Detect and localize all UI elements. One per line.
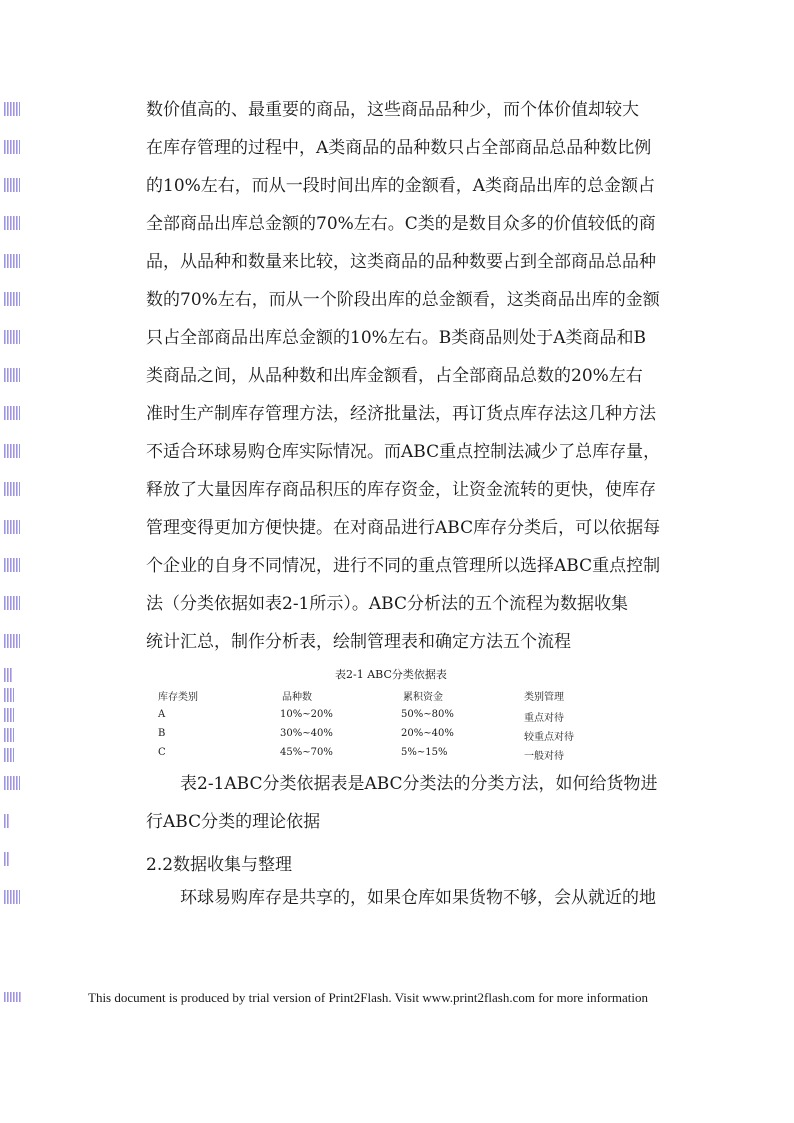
- body-line: 表2-1ABC分类依据表是ABC分类法的分类方法，如何给货物进: [180, 774, 658, 794]
- table-cell: 重点对待: [524, 713, 564, 724]
- margin-mark: [4, 178, 20, 192]
- margin-mark: [4, 140, 20, 154]
- table-cell: B: [158, 728, 166, 739]
- body-line: 全部商品出库总金额的70%左右。C类的是数目众多的价值较低的商: [146, 214, 656, 234]
- margin-mark: [4, 216, 20, 230]
- margin-mark: [4, 668, 12, 682]
- margin-mark: [4, 330, 20, 344]
- table-cell: 20%~40%: [401, 728, 454, 739]
- body-line: 准时生产制库存管理方法，经济批量法，再订货点库存法这几种方法: [146, 404, 656, 424]
- body-line: 法（分类依据如表2-1所示）。ABC分析法的五个流程为数据收集: [146, 594, 628, 614]
- table-header-cell: 品种数: [282, 692, 312, 703]
- table-cell: 10%~20%: [280, 709, 333, 720]
- margin-mark: [4, 254, 20, 268]
- margin-mark: [4, 292, 20, 306]
- margin-mark: [4, 368, 20, 382]
- margin-mark: [4, 776, 20, 790]
- body-line: 个企业的自身不同情况，进行不同的重点管理所以选择ABC重点控制: [146, 556, 661, 576]
- margin-mark: [4, 444, 20, 458]
- margin-mark: [4, 688, 14, 702]
- body-line: 环球易购库存是共享的，如果仓库如果货物不够，会从就近的地: [180, 888, 656, 908]
- margin-mark: [4, 814, 10, 828]
- table-title: 表2-1 ABC分类依据表: [335, 668, 447, 681]
- table-cell: C: [158, 747, 166, 758]
- body-line: 行ABC分类的理论依据: [146, 812, 321, 832]
- body-line: 管理变得更加方便快捷。在对商品进行ABC库存分类后，可以依据每: [146, 518, 661, 538]
- margin-mark: [4, 992, 22, 1002]
- margin-mark: [4, 634, 20, 648]
- margin-mark: [4, 558, 20, 572]
- body-line: 的10%左右，而从一段时间出库的金额看，A类商品出库的总金额占: [146, 176, 656, 196]
- body-line: 在库存管理的过程中，A类商品的品种数只占全部商品总品种数比例: [146, 138, 652, 158]
- body-line: 数价值高的、最重要的商品，这些商品品种少，而个体价值却较大: [146, 100, 639, 120]
- margin-mark: [4, 852, 10, 866]
- table-cell: A: [158, 709, 166, 720]
- margin-mark: [4, 596, 20, 610]
- body-line: 统计汇总，制作分析表，绘制管理表和确定方法五个流程: [146, 632, 571, 652]
- margin-mark: [4, 748, 14, 762]
- margin-mark: [4, 406, 20, 420]
- table-header-cell: 累积资金: [403, 692, 443, 703]
- body-line: 释放了大量因库存商品积压的库存资金，让资金流转的更快，使库存: [146, 480, 656, 500]
- body-line: 品，从品种和数量来比较，这类商品的品种数要占到全部商品总品种: [146, 252, 656, 272]
- body-line: 只占全部商品出库总金额的10%左右。B类商品则处于A类商品和B: [146, 328, 647, 348]
- table-cell: 较重点对待: [524, 732, 574, 743]
- table-header-cell: 库存类别: [158, 692, 198, 703]
- table-cell: 30%~40%: [280, 728, 333, 739]
- table-cell: 50%~80%: [401, 709, 454, 720]
- margin-mark: [4, 728, 14, 742]
- section-heading: 2.2数据收集与整理: [146, 855, 293, 875]
- margin-mark: [4, 708, 14, 722]
- margin-mark: [4, 520, 20, 534]
- table-cell: 一般对待: [524, 751, 564, 762]
- body-line: 类商品之间，从品种数和出库金额看，占全部商品总数的20%左右: [146, 366, 643, 386]
- margin-mark: [4, 890, 20, 904]
- footer-notice: This document is produced by trial version of Print2Flash. Visit www.print2flash.com for more information: [88, 990, 648, 1005]
- body-line: 不适合环球易购仓库实际情况。而ABC重点控制法减少了总库存量，: [146, 442, 661, 462]
- margin-mark: [4, 482, 20, 496]
- body-line: 数的70%左右，而从一个阶段出库的总金额看，这类商品出库的金额: [146, 290, 660, 310]
- table-cell: 5%~15%: [401, 747, 448, 758]
- table-cell: 45%~70%: [280, 747, 333, 758]
- table-header-cell: 类别管理: [524, 692, 564, 703]
- margin-mark: [4, 102, 20, 116]
